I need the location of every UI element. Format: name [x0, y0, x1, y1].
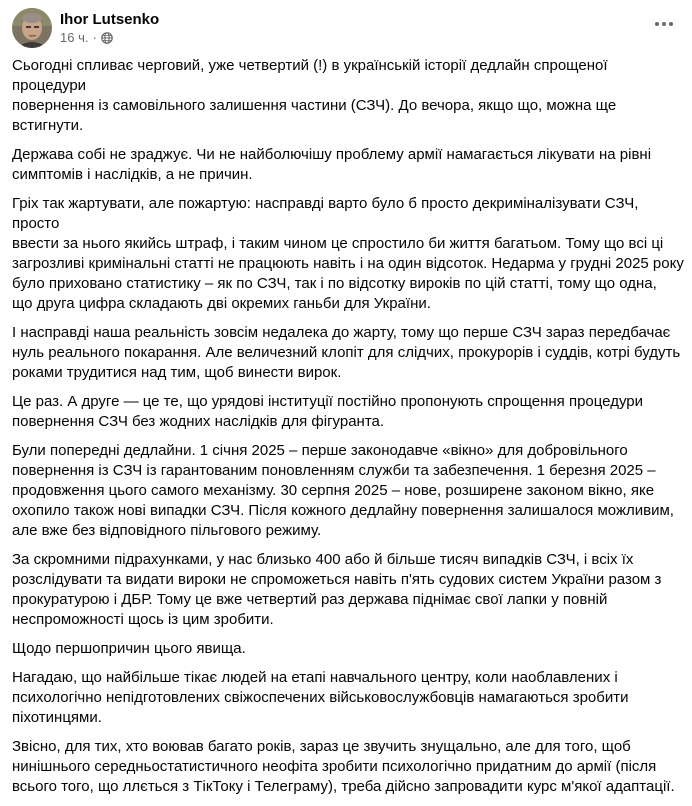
post-text-line: За скромними підрахунками, у нас близько 400 або й більше тисяч випадків СЗЧ, і всіх їх: [12, 551, 634, 568]
post-text-line: продовження цього самого механізму. 30 серпня 2025 – нове, розширене законом вікно, яке: [12, 482, 655, 499]
post-text-line: І насправді наша реальність зовсім недалека до жарту, тому що перше СЗЧ зараз передбачає: [12, 324, 671, 341]
more-options-button[interactable]: [650, 14, 678, 34]
author-avatar[interactable]: [12, 8, 52, 48]
post-text-line: Нагадаю, що найбільше тікає людей на етапі навчального центру, коли наоблавлених і: [12, 669, 618, 686]
post-text-line: розслідувати та видати вироки не спроможеться навіть п'ять судових систем України разом з: [12, 571, 662, 588]
post-text-line: Звісно, для тих, хто воював багато років, зараз це звучить знущально, але для того, щоб: [12, 738, 631, 755]
post-paragraph: [12, 56, 684, 136]
post-text-line: симптомів і наслідків, а не причин.: [12, 166, 253, 183]
post-paragraph: [12, 441, 684, 541]
post-text-line: загрозливі кримінальні статті не працюють навіть і на один відсоток. Недарма у грудні 2025 року: [12, 255, 684, 272]
post-subline: [60, 30, 159, 46]
post-text-line: неспроможності щось із цим зробити.: [12, 611, 274, 628]
post-text-line: нуль реального покарання. Але величезний клопіт для слідчих, прокурорів і суддів, котрі будуть: [12, 344, 681, 361]
globe-icon[interactable]: [101, 32, 113, 44]
post-text-line: Сьогодні спливає черговий, уже четвертий (!) в українській історії дедлайн спрощеної процедури: [12, 57, 608, 94]
post-text-line: Це раз. А друге — це те, що урядові інституції постійно пропонують спрощення процедури: [12, 393, 643, 410]
post-text-line: було приховано статистику – як по СЗЧ, так і по відсотку вироків по цій статті, тому що одна,: [12, 275, 657, 292]
post-text-line: що друга цифра складають дві окремих ганьби для України.: [12, 295, 431, 312]
post-text-line: повернення СЗЧ без жодних наслідків для фігуранта.: [12, 413, 385, 430]
author-name[interactable]: Ihor Lutsenko: [60, 11, 160, 28]
post-paragraph: [12, 639, 684, 659]
post-text-line: повернення із СЗЧ із гарантованим поновленням служби та забезпечення. 1 березня 2025 –: [12, 462, 656, 479]
post-meta: [60, 10, 159, 46]
post-text-line: повернення із самовільного залишення частини (СЗЧ). До вечора, якщо що, можна ще встигнути.: [12, 97, 617, 134]
post-text-line: піхотинцями.: [12, 709, 102, 726]
post-text-line: психологічно непідготовлених свіжоспечених військовослужбовців намагаються зробити: [12, 689, 629, 706]
post-header: [12, 8, 159, 48]
avatar-image: [12, 8, 52, 48]
post-text-line: Гріх так жартувати, але пожартую: насправді варто було б просто декриміналізувати СЗЧ, просто: [12, 195, 639, 232]
post-paragraph: [12, 145, 684, 185]
post-text-line: всього того, що ллється з ТікТоку і Телеграму), треба дійсно запровадити курс м'якої адаптації.: [12, 778, 675, 795]
post-text-line: роками трудитися над тим, щоб винести вирок.: [12, 364, 342, 381]
post-body: [12, 56, 684, 806]
post-paragraph: [12, 323, 684, 383]
post-text-line: нинішнього середньостатистичного неофіта зробити психологічно придатним до армії (після: [12, 758, 657, 775]
post-paragraph: [12, 392, 684, 432]
post-paragraph: [12, 668, 684, 728]
post-text-line: Були попередні дедлайни. 1 січня 2025 – перше законодавче «вікно» для добровільного: [12, 442, 628, 459]
post-timestamp[interactable]: 16 ч.: [60, 30, 89, 45]
post-paragraph: [12, 737, 684, 797]
more-options-icon: [654, 21, 674, 27]
post-text-line: ввести за нього якийсь штраф, і таким чином це спростило би життя багатьом. Тому що всі ці: [12, 235, 664, 252]
post-text-line: Держава собі не зраджує. Чи не найболючішу проблему армії намагається лікувати на рівні: [12, 146, 652, 163]
post-paragraph: [12, 550, 684, 630]
post-paragraph: [12, 194, 684, 314]
post-text-line: але вже без відповідного пільгового режиму.: [12, 522, 322, 539]
meta-separator: ·: [92, 30, 97, 45]
post-text-line: Щодо першопричин цього явища.: [12, 640, 246, 657]
post-text-line: охопило також нові випадки СЗЧ. Після кожного дедлайну повернення залишалося можливим,: [12, 502, 674, 519]
post-text-line: прокуратурою і ДБР. Тому це вже четвертий раз держава піднімає свої лапки у повній: [12, 591, 608, 608]
